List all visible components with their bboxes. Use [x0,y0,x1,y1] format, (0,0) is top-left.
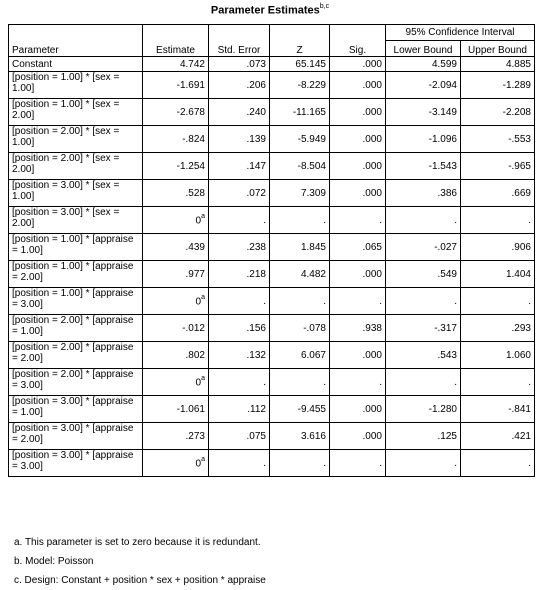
cell-estimate [143,288,209,315]
cell-std-error: .139 [209,126,270,153]
header-upper-bound: Upper Bound [461,41,535,57]
header-row-top [9,25,535,41]
cell-upper: 4.885 [461,57,535,72]
cell-estimate: -1.061 [143,396,209,423]
cell-estimate-value: 0 [195,377,202,389]
cell-parameter: [position = 2.00] * [sex = 1.00] [9,126,143,153]
cell-lower: 4.599 [386,57,461,72]
cell-upper: 1.404 [461,261,535,288]
cell-lower: . [386,288,461,315]
cell-z: . [270,207,330,234]
cell-std-error: .132 [209,342,270,369]
table-row [9,450,535,477]
cell-z: -8.504 [270,153,330,180]
cell-parameter: [position = 3.00] * [appraise = 3.00] [9,450,143,477]
cell-sig: .000 [330,153,386,180]
cell-estimate-value: 0 [195,458,202,470]
cell-z: . [270,288,330,315]
cell-lower: -2.094 [386,72,461,99]
table-row [9,423,535,450]
cell-std-error: .072 [209,180,270,207]
parameter-estimates-table [8,24,535,477]
cell-upper: .906 [461,234,535,261]
header-z: Z [270,25,330,57]
cell-lower: .386 [386,180,461,207]
table-title-superscript: b,c [319,3,330,10]
cell-parameter: [position = 2.00] * [appraise = 3.00] [9,369,143,396]
cell-std-error: . [209,288,270,315]
cell-z: 3.616 [270,423,330,450]
cell-estimate: .977 [143,261,209,288]
cell-sig: .000 [330,423,386,450]
cell-lower: -1.280 [386,396,461,423]
cell-upper: -.841 [461,396,535,423]
cell-estimate-value: 0 [195,215,202,227]
cell-sig: .938 [330,315,386,342]
cell-sig: .000 [330,342,386,369]
cell-std-error: .112 [209,396,270,423]
cell-estimate: 4.742 [143,57,209,72]
footnote-b: b. Model: Poisson [14,556,94,567]
cell-parameter: [position = 3.00] * [appraise = 1.00] [9,396,143,423]
cell-upper: . [461,369,535,396]
cell-lower: . [386,450,461,477]
table-row [9,261,535,288]
table-row [9,396,535,423]
table-row [9,180,535,207]
footnote-marker: a [201,293,205,301]
cell-lower: -1.096 [386,126,461,153]
header-estimate: Estimate [143,25,209,57]
cell-estimate: .439 [143,234,209,261]
cell-parameter: [position = 1.00] * [sex = 1.00] [9,72,143,99]
footnote-marker: a [201,212,205,220]
cell-upper: .669 [461,180,535,207]
cell-std-error: . [209,207,270,234]
table-row [9,234,535,261]
table-row [9,126,535,153]
cell-upper: . [461,207,535,234]
cell-lower: . [386,369,461,396]
cell-upper: . [461,288,535,315]
cell-upper: -.965 [461,153,535,180]
cell-z: -9.455 [270,396,330,423]
cell-sig: .000 [330,72,386,99]
cell-lower: -.027 [386,234,461,261]
cell-z: 7.309 [270,180,330,207]
header-parameter: Parameter [9,25,143,57]
cell-estimate: -.012 [143,315,209,342]
cell-estimate: -1.691 [143,72,209,99]
cell-parameter: [position = 1.00] * [sex = 2.00] [9,99,143,126]
cell-parameter: [position = 2.00] * [appraise = 2.00] [9,342,143,369]
cell-upper: -.553 [461,126,535,153]
cell-sig: .000 [330,57,386,72]
table-row [9,342,535,369]
header-std-error: Std. Error [209,25,270,57]
cell-parameter: [position = 3.00] * [sex = 1.00] [9,180,143,207]
cell-z: . [270,369,330,396]
table-row [9,207,535,234]
cell-upper: 1.060 [461,342,535,369]
cell-lower: .549 [386,261,461,288]
cell-upper: .293 [461,315,535,342]
cell-estimate: -2.678 [143,99,209,126]
cell-upper: -2.208 [461,99,535,126]
cell-std-error: .147 [209,153,270,180]
cell-upper: -1.289 [461,72,535,99]
cell-z: 65.145 [270,57,330,72]
header-lower-bound: Lower Bound [386,41,461,57]
table-row [9,315,535,342]
cell-sig: .000 [330,180,386,207]
cell-sig: .000 [330,261,386,288]
cell-z: -5.949 [270,126,330,153]
table-title [0,4,540,17]
cell-sig: . [330,207,386,234]
cell-parameter: [position = 2.00] * [sex = 2.00] [9,153,143,180]
cell-estimate [143,369,209,396]
table-row [9,153,535,180]
cell-std-error: . [209,369,270,396]
cell-parameter: [position = 1.00] * [appraise = 1.00] [9,234,143,261]
cell-lower: .543 [386,342,461,369]
cell-sig: .000 [330,126,386,153]
cell-lower: -3.149 [386,99,461,126]
cell-z: . [270,450,330,477]
cell-sig: . [330,450,386,477]
cell-estimate: .528 [143,180,209,207]
cell-z: 6.067 [270,342,330,369]
cell-std-error: .075 [209,423,270,450]
cell-std-error: .156 [209,315,270,342]
table-row [9,288,535,315]
table-body [9,57,535,477]
cell-std-error: . [209,450,270,477]
cell-estimate-value: 0 [195,296,202,308]
footnotes [14,533,266,590]
cell-std-error: .073 [209,57,270,72]
cell-upper: .421 [461,423,535,450]
cell-upper: . [461,450,535,477]
cell-sig: .000 [330,99,386,126]
cell-std-error: .206 [209,72,270,99]
footnote-marker: a [201,374,205,382]
footnote-a: a. This parameter is set to zero because it is redundant. [14,537,261,548]
cell-estimate [143,450,209,477]
cell-z: 4.482 [270,261,330,288]
cell-sig: .000 [330,396,386,423]
table-row [9,369,535,396]
cell-z: -11.165 [270,99,330,126]
table-row [9,99,535,126]
cell-parameter: [position = 1.00] * [appraise = 2.00] [9,261,143,288]
cell-estimate: -1.254 [143,153,209,180]
cell-parameter: Constant [9,57,143,72]
cell-lower: -1.543 [386,153,461,180]
table-row [9,57,535,72]
table-row [9,72,535,99]
header-sig: Sig. [330,25,386,57]
cell-lower: . [386,207,461,234]
cell-parameter: [position = 3.00] * [sex = 2.00] [9,207,143,234]
cell-z: -8.229 [270,72,330,99]
footnote-marker: a [201,455,205,463]
cell-estimate: -.824 [143,126,209,153]
cell-std-error: .240 [209,99,270,126]
cell-estimate [143,207,209,234]
cell-estimate: .802 [143,342,209,369]
cell-sig: .065 [330,234,386,261]
cell-sig: . [330,369,386,396]
footnote-c: c. Design: Constant + position * sex + position * appraise [14,575,266,586]
cell-parameter: [position = 2.00] * [appraise = 1.00] [9,315,143,342]
cell-parameter: [position = 3.00] * [appraise = 2.00] [9,423,143,450]
cell-sig: . [330,288,386,315]
cell-std-error: .218 [209,261,270,288]
header-confidence-interval: 95% Confidence Interval [386,25,535,41]
cell-lower: .125 [386,423,461,450]
table-title-text: Parameter Estimates [210,4,320,17]
cell-parameter: [position = 1.00] * [appraise = 3.00] [9,288,143,315]
cell-z: -.078 [270,315,330,342]
cell-z: 1.845 [270,234,330,261]
cell-lower: -.317 [386,315,461,342]
cell-estimate: .273 [143,423,209,450]
cell-std-error: .238 [209,234,270,261]
